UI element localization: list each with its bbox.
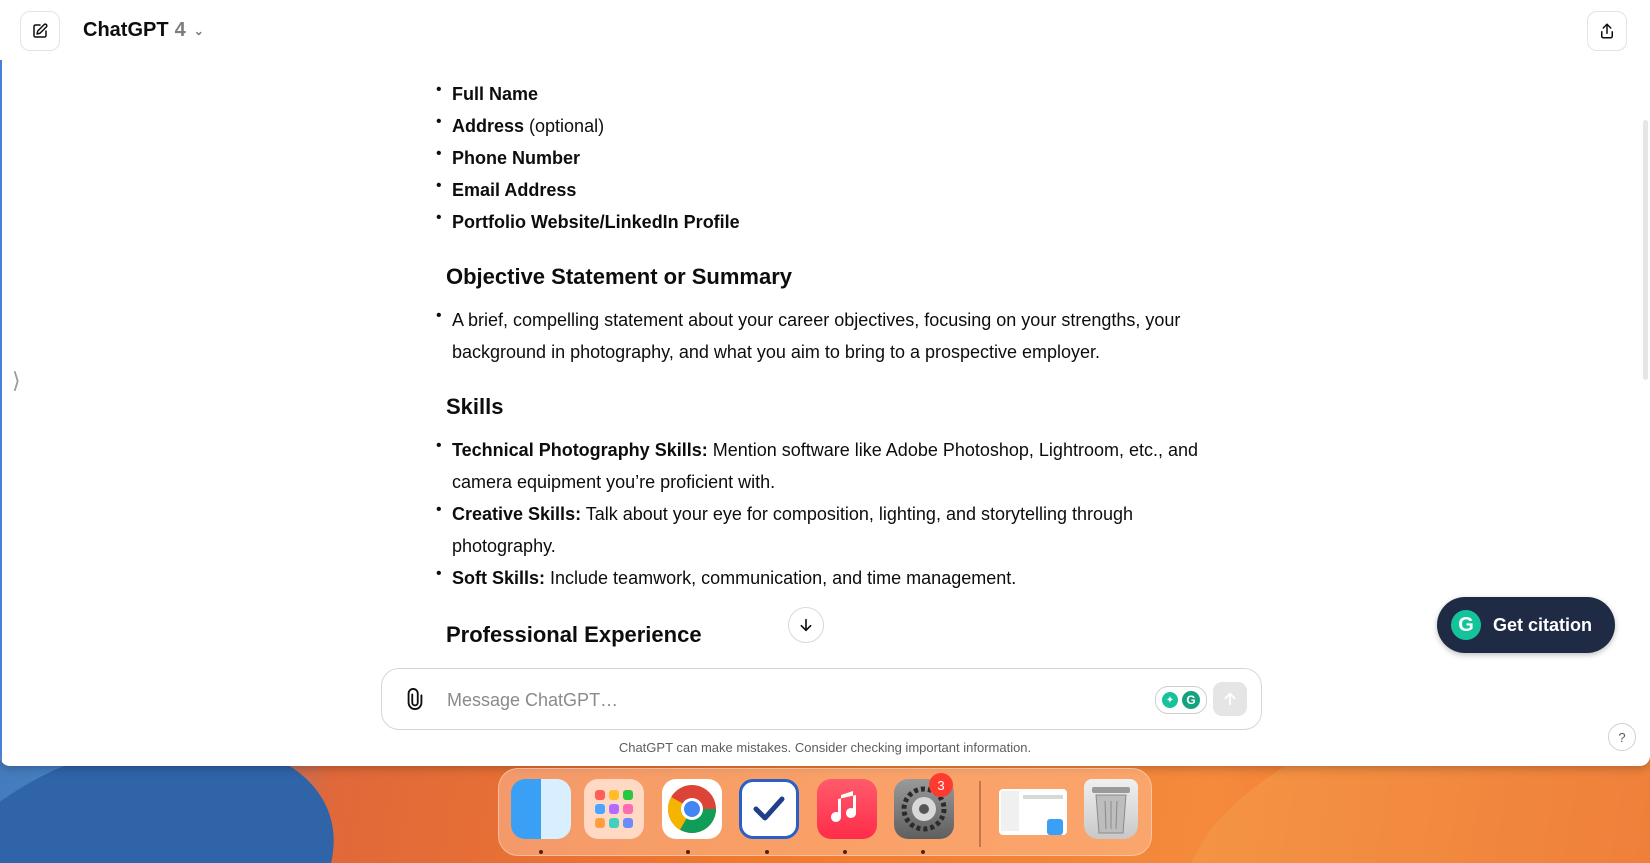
notification-badge: 3 xyxy=(929,773,953,797)
macos-dock xyxy=(498,768,1152,856)
music-icon[interactable] xyxy=(817,779,877,839)
list-item: • Soft Skills: Include teamwork, communication, and time management. xyxy=(430,562,1210,594)
model-name: ChatGPT xyxy=(83,19,169,41)
send-button[interactable] xyxy=(1213,682,1247,716)
section-heading-objective: Objective Statement or Summary xyxy=(446,264,793,289)
launchpad-icon[interactable] xyxy=(584,779,644,839)
grammarly-logo-icon: G xyxy=(1451,610,1481,640)
list-item: • Email Address xyxy=(430,174,1210,206)
disclaimer-text: ChatGPT can make mistakes. Consider checking important information. xyxy=(618,740,1032,755)
new-chat-button[interactable] xyxy=(20,11,60,51)
grammarly-icon[interactable]: G xyxy=(1182,691,1200,709)
window-edge xyxy=(0,60,2,766)
objective-list xyxy=(430,304,1210,368)
scrollbar[interactable] xyxy=(1643,120,1648,380)
get-citation-button[interactable] xyxy=(1437,597,1615,653)
grammarly-extension[interactable] xyxy=(1155,686,1207,714)
section-heading-professional-experience: Professional Experience xyxy=(446,622,702,647)
list-item: • Phone Number xyxy=(430,142,1210,174)
tasks-app-icon[interactable] xyxy=(739,779,799,839)
list-item: • A brief, compelling statement about your career objectives, focusing on your strengths, your background in photography, and what you aim to bring to a prospective employer. xyxy=(430,304,1210,368)
running-indicator xyxy=(921,850,925,854)
edit-icon xyxy=(31,22,49,40)
help-button[interactable]: ? xyxy=(1608,723,1636,751)
chevron-down-icon: ⌄ xyxy=(193,23,204,38)
list-item: • Creative Skills: Talk about your eye for composition, lighting, and storytelling through photography. xyxy=(430,498,1210,562)
list-item: • Full Name xyxy=(430,78,1210,110)
section-heading-skills: Skills xyxy=(446,394,504,419)
message-composer xyxy=(381,668,1262,730)
message-input[interactable] xyxy=(445,683,1129,717)
scroll-to-bottom-button[interactable] xyxy=(788,607,824,643)
paperclip-icon[interactable] xyxy=(404,687,426,716)
get-citation-label: Get citation xyxy=(1493,614,1593,635)
running-indicator xyxy=(765,850,769,854)
list-item: • Portfolio Website/LinkedIn Profile xyxy=(430,206,1210,238)
model-selector[interactable] xyxy=(83,19,204,42)
list-item: • Address (optional) xyxy=(430,110,1210,142)
share-icon xyxy=(1598,22,1616,40)
running-indicator xyxy=(843,850,847,854)
share-button[interactable] xyxy=(1587,11,1627,51)
finder-icon[interactable] xyxy=(511,779,571,839)
list-item: • Technical Photography Skills: Mention software like Adobe Photoshop, Lightroom, etc., and camera equipment you’re proficient with. xyxy=(430,434,1210,498)
trash-icon[interactable] xyxy=(1084,779,1138,839)
assistant-message xyxy=(430,78,1210,650)
model-version: 4 xyxy=(174,19,186,41)
dock-separator xyxy=(979,781,981,847)
top-bar xyxy=(0,0,1650,62)
running-indicator xyxy=(686,850,690,854)
minimized-window-icon[interactable] xyxy=(999,789,1067,835)
lightbulb-icon[interactable]: ✦ xyxy=(1162,692,1178,708)
sidebar-toggle-icon[interactable]: ⟩ xyxy=(12,368,21,393)
skills-list xyxy=(430,434,1210,594)
arrow-up-icon xyxy=(1222,691,1238,707)
contact-info-list xyxy=(430,78,1210,238)
running-indicator xyxy=(539,850,543,854)
chrome-icon[interactable] xyxy=(662,779,722,839)
arrow-down-icon xyxy=(798,617,814,633)
